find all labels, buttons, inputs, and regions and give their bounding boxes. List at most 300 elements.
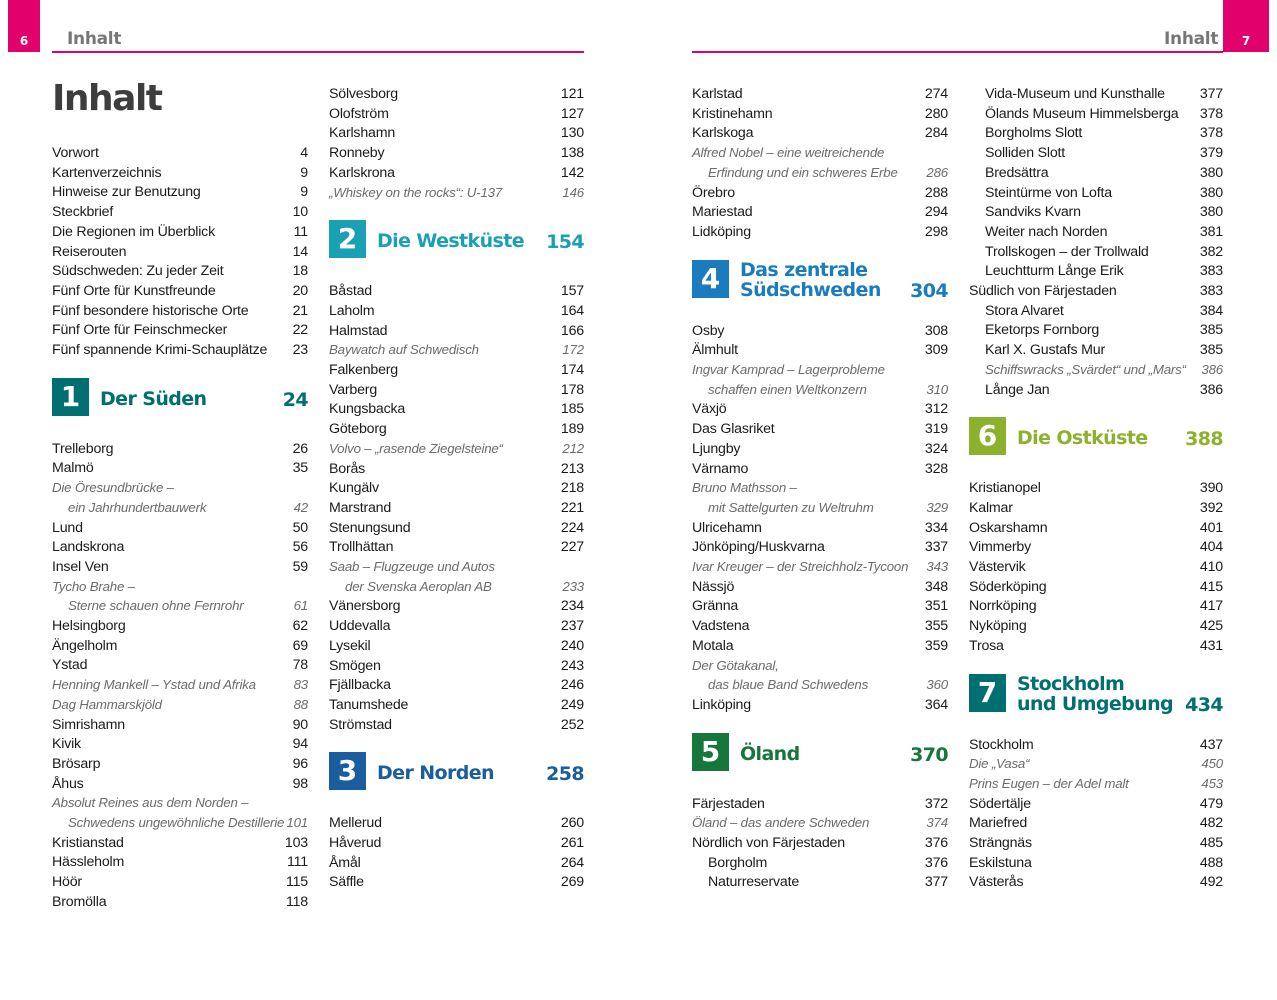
toc-entry-page: 142 [560,164,584,181]
toc-entry-page: 378 [1199,125,1223,142]
section-heading[interactable] [692,260,948,302]
toc-entry-page: 240 [560,637,584,654]
toc-entry[interactable] [692,202,948,222]
toc-entry[interactable] [52,340,308,360]
toc-feature-entry[interactable] [969,774,1223,794]
toc-feature-entry[interactable] [52,813,308,833]
toc-feature-entry[interactable] [692,380,948,400]
toc-entry-page: 364 [924,696,948,713]
toc-entry[interactable] [969,557,1223,577]
toc-entry[interactable] [692,123,948,143]
toc-entry-title: Südlich von Färjestaden [969,283,1117,299]
section-number-box: 1 [52,378,89,416]
toc-entry-page: 377 [1199,86,1223,102]
section-heading[interactable] [969,417,1223,459]
toc-entry-page: 415 [1199,578,1223,595]
toc-entry-title: „Whiskey on the rocks“: U-137 [329,184,503,200]
toc-entry-page: 21 [292,302,308,319]
toc-entry-page: 380 [1199,184,1223,201]
toc-entry[interactable] [969,242,1223,262]
toc-entry[interactable] [969,853,1223,873]
toc-entry-page: 453 [1201,775,1223,791]
toc-entry-page: 374 [926,815,948,831]
toc-entry[interactable] [52,715,308,735]
toc-entry-page: 213 [560,460,584,477]
toc-feature-entry[interactable] [52,596,308,616]
toc-entry[interactable] [52,261,308,281]
toc-entry[interactable] [329,833,584,853]
toc-entry[interactable] [329,478,584,498]
toc-feature-entry[interactable] [692,557,948,577]
toc-entry[interactable] [969,123,1223,143]
toc-entry[interactable] [692,636,948,656]
toc-entry-page: 488 [1199,854,1223,871]
left-running-header: Inhalt [67,29,122,49]
toc-entry-page: 382 [1199,243,1223,260]
toc-entry[interactable] [329,813,584,833]
toc-entry-page: 9 [300,164,308,181]
toc-entry-page: 172 [562,342,584,358]
toc-entry-title: Värnamo [692,460,749,477]
toc-entry-title: Karlskoga [692,125,754,142]
toc-entry-page: 101 [286,815,308,830]
toc-entry-title: Trollhättan [329,539,394,556]
toc-entry-page: 351 [924,598,948,615]
toc-entry[interactable] [969,261,1223,281]
toc-entry-page: 118 [285,893,308,910]
toc-entry-title: Volvo – „rasende Ziegelsteine“ [329,440,503,456]
toc-entry-title: Söderköping [969,578,1047,595]
toc-entry[interactable] [52,734,308,754]
toc-feature-entry[interactable] [52,577,308,597]
toc-entry[interactable] [969,596,1223,616]
toc-entry-page: 127 [560,105,584,122]
toc-entry-title: Das Glasriket [692,421,775,438]
toc-entry[interactable] [52,518,308,538]
toc-entry[interactable] [692,518,948,538]
toc-entry[interactable] [969,518,1223,538]
toc-entry-page: 166 [560,322,584,339]
toc-entry[interactable] [692,596,948,616]
section-page-number: 304 [910,279,948,302]
section-title-line: Der Norden [377,762,494,785]
toc-entry-title: Ivar Kreuger – der Streichholz-Tycoon [692,559,909,574]
toc-feature-entry[interactable] [692,478,948,498]
toc-entry-page: 284 [924,125,948,142]
toc-entry-page: 224 [560,519,584,536]
toc-entry[interactable] [969,813,1223,833]
toc-entry[interactable] [969,833,1223,853]
toc-entry[interactable] [329,616,584,636]
toc-entry-title: Reiserouten [52,243,127,260]
toc-entry[interactable] [969,84,1223,104]
toc-entry[interactable] [329,675,584,695]
toc-entry[interactable] [52,301,308,321]
toc-entry[interactable] [329,301,584,321]
toc-entry-title: Hinweise zur Benutzung [52,184,201,201]
toc-entry-title: Stenungsund [329,519,411,536]
toc-entry[interactable] [329,537,584,557]
toc-entry-title: Alfred Nobel – eine weitreichende [692,145,885,161]
toc-feature-entry[interactable] [52,675,308,695]
toc-entry-title: Malmö [52,460,94,477]
toc-entry[interactable] [329,281,584,301]
section-title [100,389,206,409]
toc-entry-title: Halmstad [329,322,388,339]
toc-entry[interactable] [969,320,1223,340]
toc-entry-title: Karlshamn [329,125,396,142]
toc-entry[interactable] [969,478,1223,498]
toc-entry-page: 56 [292,539,308,556]
toc-entry-title: Höör [52,874,82,891]
toc-feature-entry[interactable] [692,656,948,676]
right-page-number: 7 [1241,34,1251,48]
toc-entry-title: Norrköping [969,598,1037,615]
toc-entry-page: 189 [560,421,584,438]
toc-entry-page: 385 [1199,342,1223,359]
toc-entry-page: 437 [1199,736,1223,753]
toc-entry-title: Håverud [329,835,382,851]
toc-feature-entry[interactable] [692,360,948,380]
toc-entry[interactable] [692,439,948,459]
toc-entry[interactable] [969,163,1223,183]
toc-feature-entry[interactable] [329,557,584,577]
toc-entry-page: 260 [560,815,584,832]
toc-feature-entry[interactable] [52,695,308,715]
toc-entry-title: Karlskrona [329,164,395,181]
toc-entry[interactable] [692,616,948,636]
section-title [740,260,881,300]
toc-entry[interactable] [52,242,308,262]
toc-entry-page: 390 [1199,480,1223,497]
toc-feature-entry[interactable] [329,340,584,360]
toc-entry-page: 174 [560,362,584,378]
toc-entry-page: 78 [292,657,308,674]
toc-entry-title: Växjö [692,401,727,418]
toc-entry-page: 69 [292,637,308,654]
toc-entry-page: 243 [560,657,584,674]
toc-entry-title: Karlstad [692,86,743,102]
toc-entry-page: 355 [924,618,948,635]
toc-entry-title: Ingvar Kamprad – Lagerprobleme [692,362,885,377]
section-number-box: 3 [329,752,366,790]
toc-entry-page: 359 [924,637,948,654]
section-title [1017,428,1148,448]
toc-entry[interactable] [52,222,308,242]
toc-entry[interactable] [969,340,1223,360]
toc-entry-page: 11 [293,223,308,240]
toc-entry-title: ein Jahrhundertbauwerk [68,499,207,515]
section-heading[interactable] [969,674,1223,716]
toc-entry-title: Vida-Museum und Kunsthalle [985,86,1165,102]
toc-entry[interactable] [329,84,584,104]
toc-entry-title: mit Sattelgurten zu Weltruhm [708,499,874,515]
toc-entry[interactable] [329,596,584,616]
toc-entry[interactable] [52,537,308,557]
toc-entry-title: Västervik [969,559,1026,575]
toc-entry-page: 324 [924,440,948,457]
toc-entry[interactable] [692,419,948,439]
toc-entry-title: Vänersborg [329,598,401,615]
toc-entry[interactable] [969,380,1223,400]
section-number-box: 7 [969,674,1006,712]
toc-entry-page: 360 [926,677,948,693]
toc-entry-page: 121 [560,86,584,102]
toc-entry-page: 252 [560,716,584,733]
toc-entry-page: 404 [1199,539,1223,556]
toc-feature-entry[interactable] [692,675,948,695]
toc-entry-title: Solliden Slott [985,145,1066,162]
toc-entry[interactable] [969,222,1223,242]
toc-entry[interactable] [692,399,948,419]
toc-entry-title: Schwedens ungewöhnliche Destillerie [68,815,285,830]
toc-entry-title: schaffen einen Weltkonzern [708,381,867,397]
toc-feature-entry[interactable] [52,793,308,813]
toc-entry[interactable] [52,892,308,912]
toc-entry-title: Südschweden: Zu jeder Zeit [52,263,224,280]
toc-entry[interactable] [52,636,308,656]
toc-feature-entry[interactable] [692,498,948,518]
toc-entry[interactable] [52,774,308,794]
section-title-line: Die Westküste [377,230,524,253]
toc-entry-page: 234 [560,598,584,615]
toc-entry[interactable] [969,301,1223,321]
toc-entry[interactable] [969,872,1223,892]
toc-entry-title: Fjällbacka [329,677,391,694]
toc-entry-title: Kalmar [969,499,1013,516]
toc-entry[interactable] [52,281,308,301]
toc-entry-title: Linköping [692,696,751,713]
toc-entry-title: Tycho Brahe – [52,578,135,594]
toc-entry-page: 22 [292,322,308,339]
toc-entry-page: 343 [926,559,948,574]
toc-entry[interactable] [692,104,948,124]
toc-entry-page: 227 [560,539,584,556]
toc-entry-title: Die Regionen im Überblick [52,223,215,240]
toc-entry[interactable] [692,183,948,203]
toc-entry-title: Mellerud [329,815,382,832]
toc-entry-title: Lysekil [329,637,371,654]
toc-entry[interactable] [329,104,584,124]
toc-entry-title: Motala [692,637,734,654]
section-heading[interactable] [692,733,948,775]
toc-entry-title: Brösarp [52,755,101,772]
toc-entry-page: 26 [292,440,308,457]
toc-feature-entry[interactable] [692,163,948,183]
toc-entry[interactable] [969,577,1223,597]
toc-entry[interactable] [329,419,584,439]
toc-entry[interactable] [692,340,948,360]
toc-entry[interactable] [52,163,308,183]
toc-feature-entry[interactable] [52,478,308,498]
toc-entry-page: 23 [292,342,308,358]
toc-entry[interactable] [329,123,584,143]
toc-entry-page: 431 [1199,637,1223,654]
toc-entry-page: 383 [1199,263,1223,280]
toc-entry[interactable] [329,498,584,518]
toc-entry-page: 482 [1199,815,1223,832]
toc-entry[interactable] [692,872,948,892]
toc-entry-page: 50 [292,519,308,536]
toc-entry-title: Strängnäs [969,835,1032,851]
section-title-line: Südschweden [740,278,881,301]
toc-entry[interactable] [52,143,308,163]
toc-entry[interactable] [52,852,308,872]
toc-entry-page: 372 [924,795,948,812]
toc-entry-title: der Svenska Aeroplan AB [345,578,492,594]
toc-entry-title: Örebro [692,184,735,201]
toc-entry[interactable] [52,202,308,222]
toc-entry[interactable] [969,104,1223,124]
toc-entry-page: 310 [926,381,948,397]
toc-entry[interactable] [969,636,1223,656]
toc-entry[interactable] [969,202,1223,222]
toc-entry[interactable] [52,557,308,577]
toc-entry[interactable] [692,321,948,341]
toc-entry[interactable] [692,222,948,242]
toc-entry-page: 380 [1199,204,1223,221]
toc-feature-entry[interactable] [52,498,308,518]
toc-entry[interactable] [692,84,948,104]
toc-entry[interactable] [329,459,584,479]
toc-entry[interactable] [52,458,308,478]
toc-entry-page: 261 [560,835,584,851]
toc-feature-entry[interactable] [329,577,584,597]
toc-feature-entry[interactable] [692,143,948,163]
toc-entry-page: 10 [292,204,308,221]
section-heading[interactable] [329,220,584,262]
toc-entry-title: Eketorps Fornborg [985,322,1100,339]
toc-entry-title: Fünf besondere historische Orte [52,302,249,319]
toc-entry-title: Åhus [52,775,84,792]
toc-entry[interactable] [52,320,308,340]
toc-entry[interactable] [692,459,948,479]
toc-entry-page: 20 [292,282,308,299]
toc-feature-entry[interactable] [692,813,948,833]
toc-entry-page: 312 [924,401,948,418]
toc-entry-title: Stora Alvaret [985,302,1064,319]
toc-entry-page: 417 [1199,598,1223,615]
toc-entry-page: 274 [924,86,948,102]
toc-entry-title: Eskilstuna [969,854,1032,871]
toc-entry-page: 450 [1201,756,1223,772]
toc-entry-page: 62 [292,618,308,634]
toc-entry[interactable] [52,655,308,675]
toc-entry-title: Hässleholm [52,854,125,871]
toc-entry-title: Färjestaden [692,795,765,812]
toc-entry[interactable] [329,656,584,676]
toc-entry-page: 88 [293,696,308,712]
toc-entry-title: Ängelholm [52,637,118,654]
toc-entry-page: 348 [924,578,948,595]
toc-entry-page: 383 [1199,283,1223,299]
toc-entry[interactable] [329,360,584,380]
toc-entry[interactable] [329,695,584,715]
toc-entry-title: Karl X. Gustafs Mur [985,342,1105,359]
left-header-rule [52,51,584,53]
toc-entry[interactable] [52,833,308,853]
section-heading[interactable] [52,378,308,420]
toc-feature-entry[interactable] [969,360,1223,380]
toc-entry[interactable] [969,537,1223,557]
toc-entry-title: Olofström [329,105,389,122]
toc-entry-title: Insel Ven [52,558,109,575]
toc-feature-entry[interactable] [969,754,1223,774]
toc-entry-title: Simrishamn [52,716,125,733]
toc-entry[interactable] [329,163,584,183]
toc-entry[interactable] [52,439,308,459]
toc-entry[interactable] [692,577,948,597]
section-number-box: 4 [692,260,729,298]
toc-entry-title: Vorwort [52,145,99,161]
toc-entry-page: 309 [924,342,948,359]
toc-entry-title: Varberg [329,381,378,398]
toc-entry[interactable] [329,715,584,735]
toc-entry-title: Schiffswracks „Svärdet“ und „Mars“ [985,361,1186,377]
toc-entry-title: Kartenverzeichnis [52,164,162,181]
toc-entry-title: Vadstena [692,618,750,635]
toc-entry-title: Weiter nach Norden [985,223,1108,240]
toc-entry[interactable] [329,872,584,892]
toc-entry-title: Baywatch auf Schwedisch [329,342,479,358]
toc-entry[interactable] [52,182,308,202]
toc-entry[interactable] [329,399,584,419]
toc-entry-page: 14 [292,243,308,260]
toc-entry[interactable] [52,616,308,636]
toc-entry[interactable] [692,833,948,853]
toc-entry-page: 138 [560,145,584,162]
toc-entry[interactable] [52,754,308,774]
toc-entry-title: Öland – das andere Schweden [692,815,870,831]
toc-entry-page: 218 [560,480,584,497]
toc-entry[interactable] [329,853,584,873]
toc-entry-title: Die „Vasa“ [969,756,1030,772]
toc-entry[interactable] [969,498,1223,518]
toc-entry-title: Trollskogen – der Trollwald [985,243,1149,260]
toc-entry-title: Kungälv [329,480,379,497]
toc-entry-title: Dag Hammarskjöld [52,696,162,712]
toc-entry[interactable] [329,380,584,400]
toc-entry[interactable] [52,872,308,892]
toc-feature-entry[interactable] [329,439,584,459]
toc-entry[interactable] [692,794,948,814]
toc-entry[interactable] [969,281,1223,301]
toc-entry[interactable] [692,853,948,873]
toc-entry[interactable] [969,794,1223,814]
toc-entry-page: 178 [560,381,584,398]
toc-feature-entry[interactable] [329,183,584,203]
section-page-number: 258 [546,763,584,786]
toc-entry-title: Älmhult [692,342,738,359]
toc-entry[interactable] [329,636,584,656]
toc-entry-page: 146 [562,184,584,200]
toc-entry-page: 98 [292,775,308,792]
section-heading[interactable] [329,752,584,794]
toc-entry[interactable] [969,616,1223,636]
toc-entry-title: Mariestad [692,204,753,221]
toc-entry[interactable] [969,735,1223,755]
toc-entry[interactable] [329,143,584,163]
toc-entry[interactable] [692,537,948,557]
toc-entry[interactable] [329,321,584,341]
toc-entry-page: 164 [560,302,584,319]
toc-entry[interactable] [969,143,1223,163]
toc-entry[interactable] [329,518,584,538]
toc-entry[interactable] [969,183,1223,203]
toc-entry-title: Fünf Orte für Kunstfreunde [52,282,216,299]
toc-entry[interactable] [692,695,948,715]
toc-entry-page: 485 [1199,835,1223,851]
